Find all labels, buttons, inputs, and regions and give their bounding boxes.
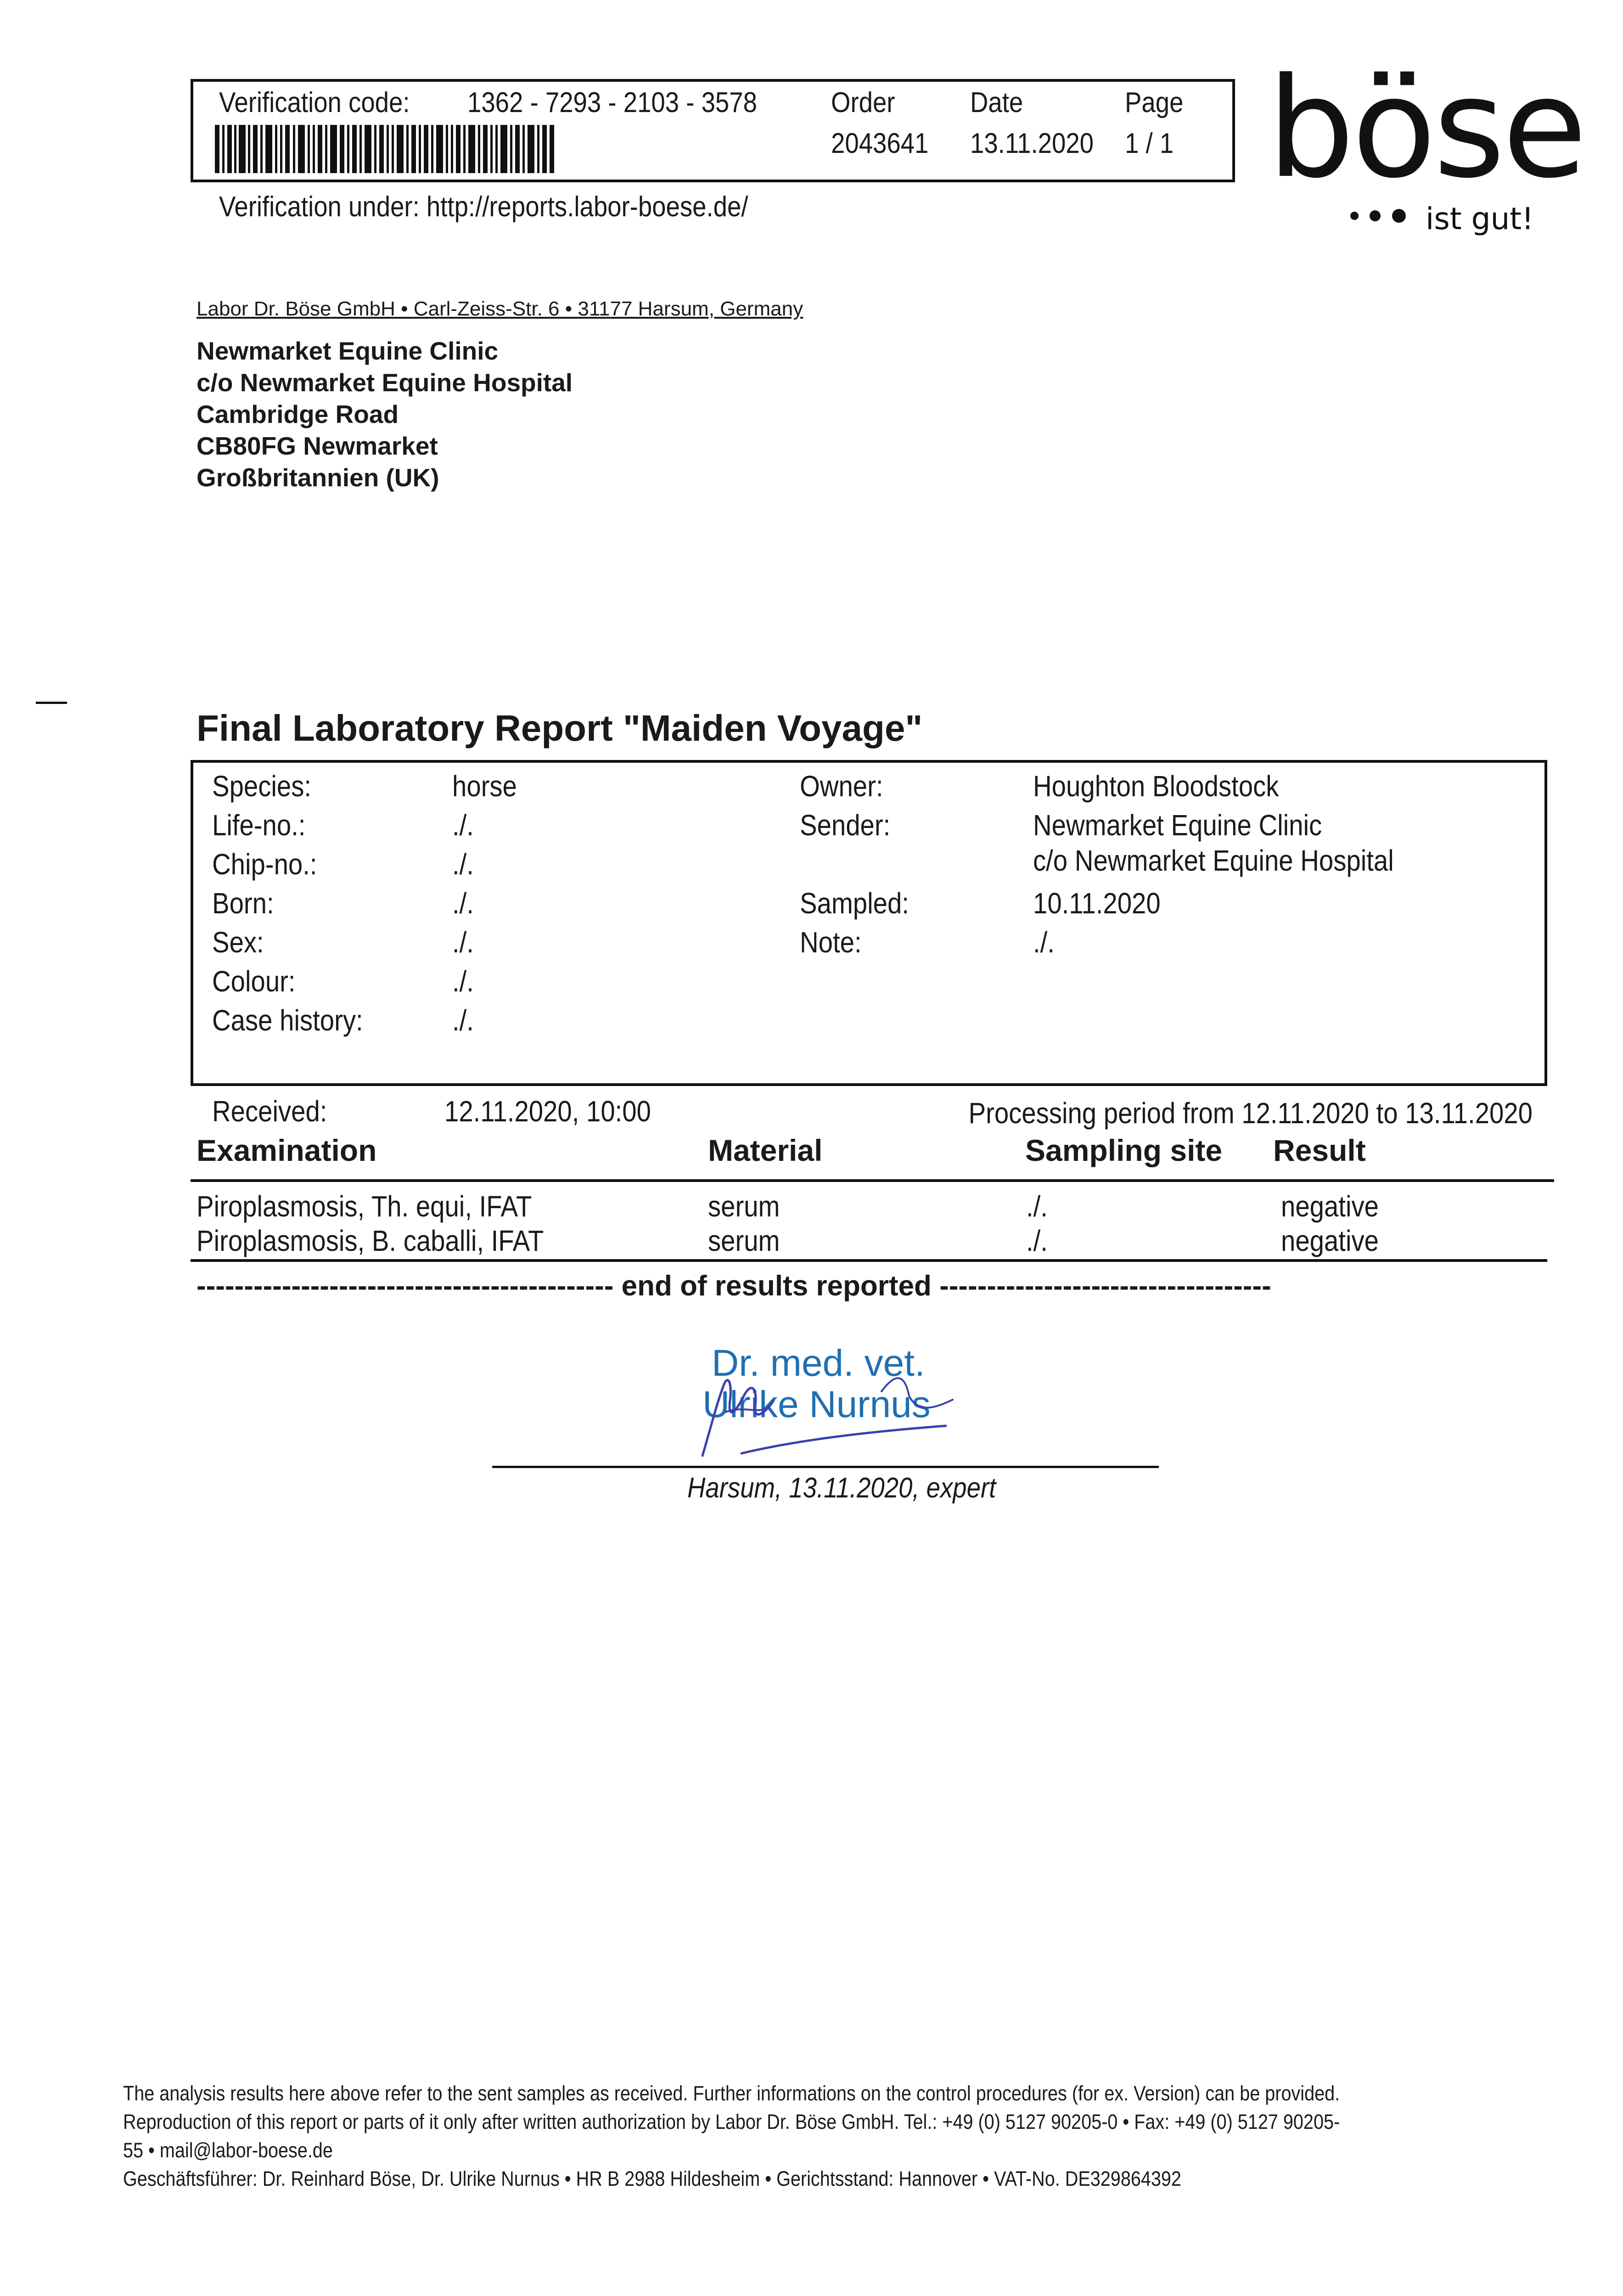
logo-wordmark: böse — [1267, 48, 1584, 208]
barcode — [215, 125, 555, 173]
verification-code: 1362 - 7293 - 2103 - 3578 — [467, 87, 757, 118]
species-value: horse — [452, 770, 517, 803]
sex-label: Sex: — [212, 926, 264, 959]
owner-label: Owner: — [800, 770, 883, 803]
row1-examination: Piroplasmosis, Th. equi, IFAT — [197, 1190, 532, 1223]
recipient-line: CB80FG Newmarket — [197, 432, 438, 460]
handwritten-signature — [689, 1345, 973, 1474]
col-header-result: Result — [1273, 1133, 1366, 1167]
chipno-value: ./. — [452, 848, 474, 881]
page-label: Page — [1125, 87, 1184, 118]
row2-site: ./. — [1026, 1224, 1048, 1257]
footer — [123, 2079, 1500, 2193]
sex-value: ./. — [452, 926, 474, 959]
col-header-sampling-site: Sampling site — [1025, 1133, 1223, 1167]
row2-examination: Piroplasmosis, B. caballi, IFAT — [197, 1224, 544, 1257]
report-title: Final Laboratory Report "Maiden Voyage" — [197, 708, 923, 748]
sender-label: Sender: — [800, 809, 891, 842]
signature-stamp-line2: Ulrike Nurnus — [702, 1384, 931, 1425]
table-header-rule — [191, 1179, 1554, 1182]
verification-label: Verification code: — [219, 87, 410, 118]
end-of-results-line: -------------------------------------------- end of results reported ----------------------------------- — [197, 1270, 1271, 1302]
page-value: 1 / 1 — [1125, 128, 1174, 159]
sampled-value: 10.11.2020 — [1033, 887, 1161, 920]
received-label: Received: — [212, 1095, 327, 1128]
case-history-value: ./. — [452, 1004, 474, 1037]
logo-dots-icon — [1348, 206, 1412, 224]
species-label: Species: — [212, 770, 312, 803]
signature-caption: Harsum, 13.11.2020, expert — [687, 1472, 996, 1504]
sampled-label: Sampled: — [800, 887, 909, 920]
date-label: Date — [970, 87, 1023, 118]
footer-line: 55 • mail@labor-boese.de — [123, 2138, 333, 2162]
row2-material: serum — [708, 1224, 780, 1257]
row2-result: negative — [1281, 1224, 1379, 1257]
sender-value-line2: c/o Newmarket Equine Hospital — [1033, 844, 1394, 877]
footer-line: The analysis results here above refer to the sent samples as received. Further informations on the control procedures (for ex. Version) can be provided. — [123, 2082, 1340, 2105]
lifeno-label: Life-no.: — [212, 809, 306, 842]
received-value: 12.11.2020, 10:00 — [444, 1095, 651, 1128]
colour-value: ./. — [452, 965, 474, 998]
lifeno-value: ./. — [452, 809, 474, 842]
signature-stamp-line1: Dr. med. vet. — [712, 1342, 925, 1384]
col-header-material: Material — [708, 1133, 823, 1167]
recipient-line: Cambridge Road — [197, 400, 399, 428]
note-label: Note: — [800, 926, 862, 959]
owner-value: Houghton Bloodstock — [1033, 770, 1279, 803]
sender-address-line: Labor Dr. Böse GmbH • Carl-Zeiss-Str. 6 • 31177 Harsum, Germany — [197, 298, 803, 320]
recipient-line: c/o Newmarket Equine Hospital — [197, 368, 573, 397]
footer-line: Reproduction of this report or parts of it only after written authorization by Labor Dr. Böse GmbH. Tel.: +49 (0) 5127 90205-0 • Fax: +49 (0) 5127 90205- — [123, 2110, 1340, 2133]
born-label: Born: — [212, 887, 274, 920]
recipient-address — [197, 335, 573, 494]
note-value: ./. — [1033, 926, 1055, 959]
row1-material: serum — [708, 1190, 780, 1223]
sender-value-line1: Newmarket Equine Clinic — [1033, 809, 1322, 842]
fold-mark — [36, 702, 67, 704]
logo-tagline: ist gut! — [1426, 201, 1534, 236]
verification-url[interactable]: Verification under: http://reports.labor-boese.de/ — [219, 191, 748, 223]
chipno-label: Chip-no.: — [212, 848, 317, 881]
order-value: 2043641 — [831, 128, 929, 159]
signature-rule — [492, 1466, 1159, 1468]
processing-period: Processing period from 12.11.2020 to 13.11.2020 — [968, 1097, 1533, 1130]
born-value: ./. — [452, 887, 474, 920]
row1-result: negative — [1281, 1190, 1379, 1223]
col-header-examination: Examination — [197, 1133, 377, 1167]
order-label: Order — [831, 87, 895, 118]
case-history-label: Case history: — [212, 1004, 363, 1037]
row1-site: ./. — [1026, 1190, 1048, 1223]
date-value: 13.11.2020 — [970, 128, 1094, 159]
recipient-line: Newmarket Equine Clinic — [197, 337, 499, 365]
recipient-line: Großbritannien (UK) — [197, 463, 439, 492]
footer-line: Geschäftsführer: Dr. Reinhard Böse, Dr. Ulrike Nurnus • HR B 2988 Hildesheim • Gerichtsstand: Hannover • VAT-No. DE329864392 — [123, 2167, 1181, 2190]
colour-label: Colour: — [212, 965, 296, 998]
table-bottom-rule — [191, 1259, 1547, 1262]
